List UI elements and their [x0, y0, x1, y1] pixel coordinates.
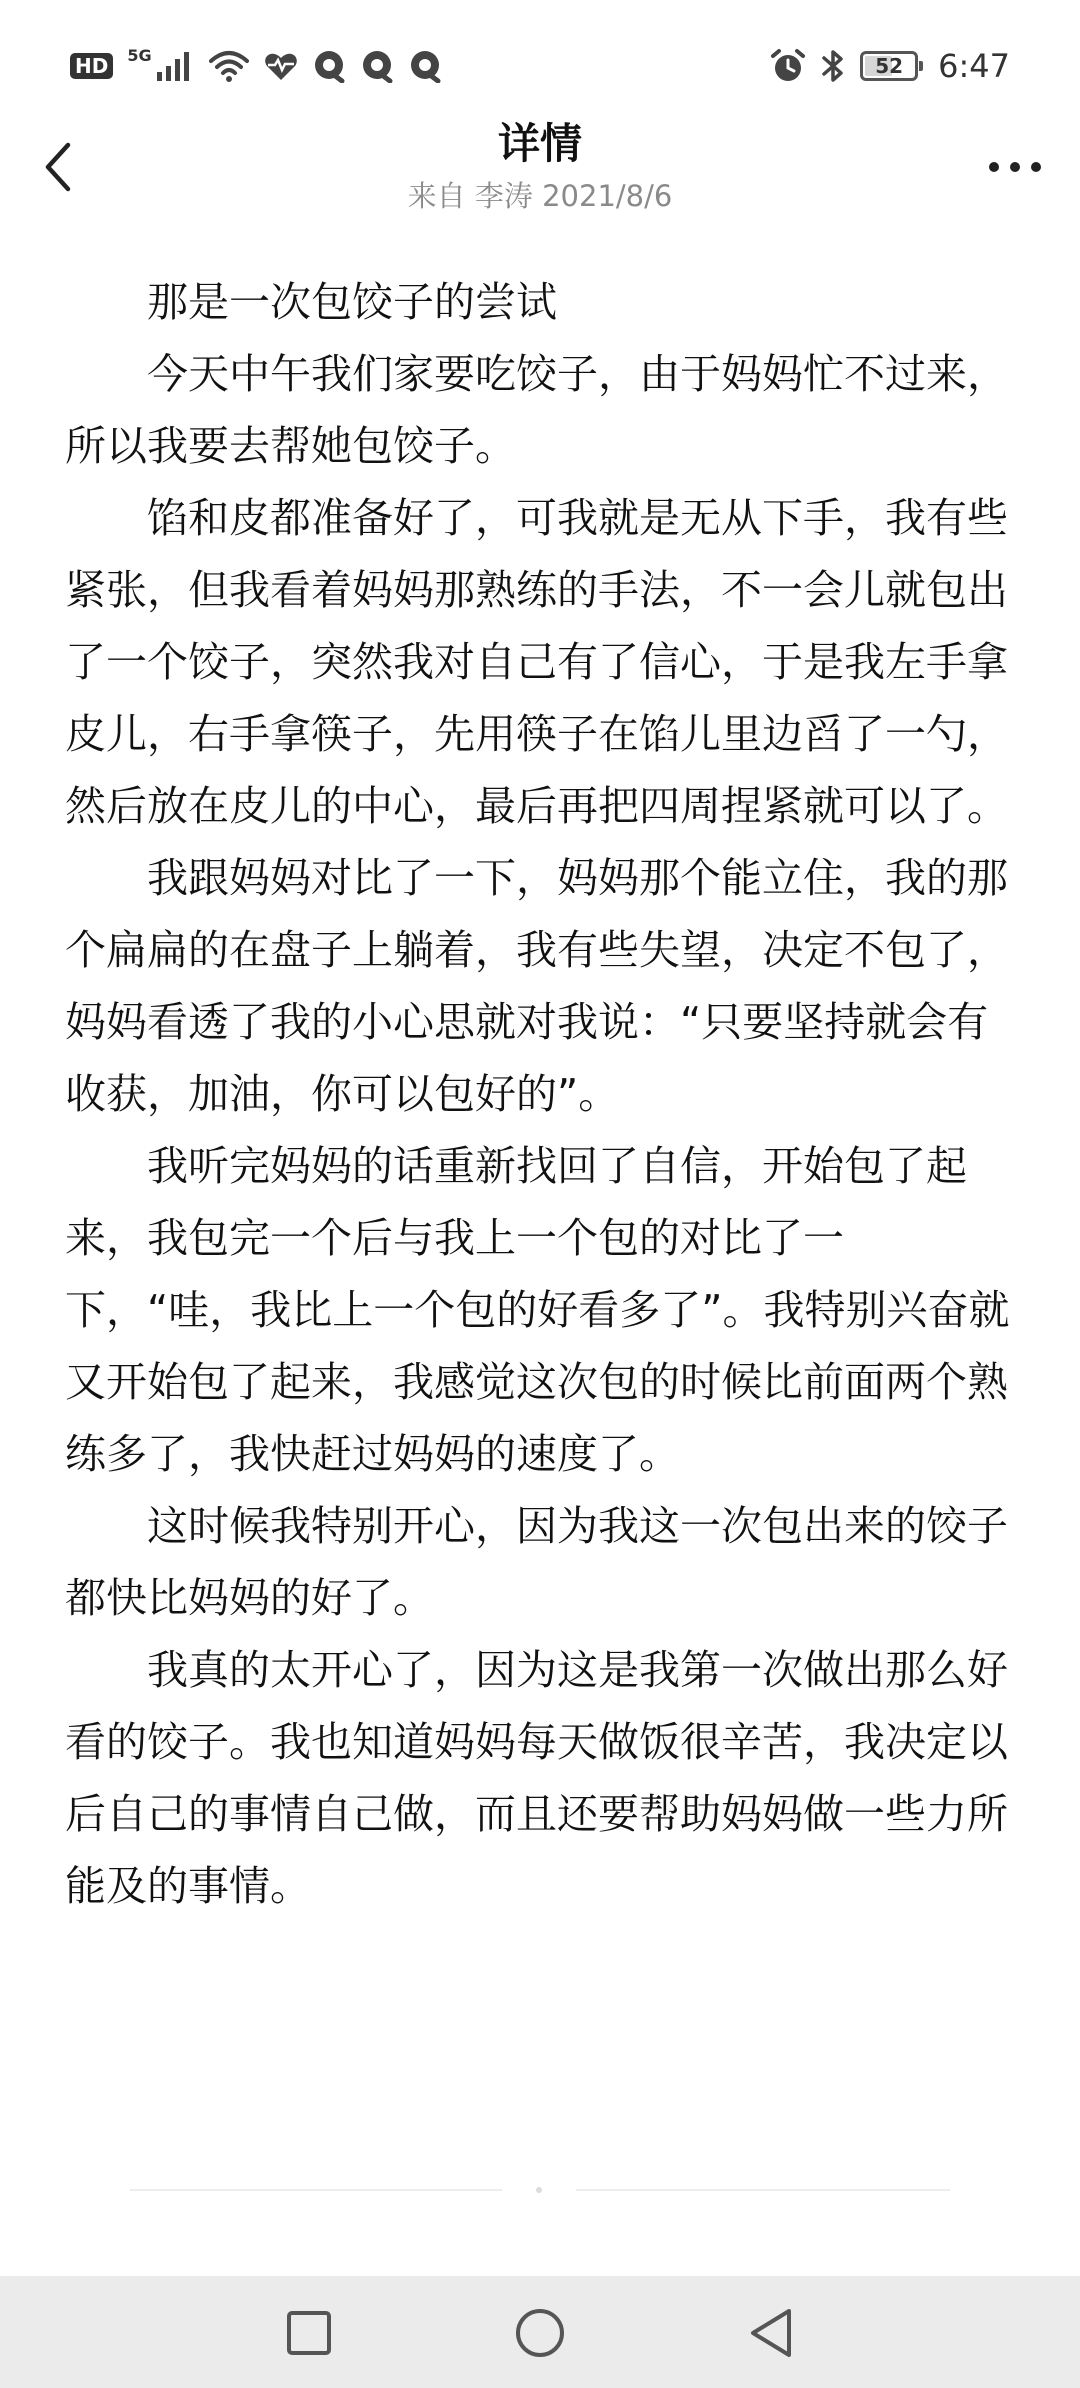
article-paragraph: 我真的太开心了，因为这是我第一次做出那么好看的饺子。我也知道妈妈每天做饭很辛苦，我决定以后自己的事情自己做，而且还要帮助妈妈做一些力所能及的事情。	[65, 1646, 1008, 1910]
home-button[interactable]	[505, 2298, 575, 2368]
hd-badge: HD	[70, 53, 113, 79]
detail-header	[0, 110, 1080, 220]
system-navigation-bar	[0, 2276, 1080, 2388]
page-title: 详情	[497, 119, 582, 168]
article-paragraph: 今天中午我们家要吃饺子，由于妈妈忙不过来，所以我要去帮她包饺子。	[65, 350, 1008, 470]
qq-icon	[312, 49, 346, 83]
back-triangle-icon	[747, 2307, 795, 2359]
qq-icon	[360, 49, 394, 83]
article-paragraph: 那是一次包饺子的尝试	[147, 278, 557, 326]
status-bar-left	[70, 44, 442, 88]
article-paragraph: 馅和皮都准备好了，可我就是无从下手，我有些紧张，但我看着妈妈那熟练的手法，不一会儿就包出了一个饺子，突然我对自己有了信心，于是我左手拿皮儿，右手拿筷子，先用筷子在馅儿里边舀了一勺，然后放在皮儿的中心，最后再把四周捏紧就可以了。	[65, 494, 1008, 830]
network-type-label: 5G	[127, 46, 152, 65]
divider-line-left	[130, 2189, 502, 2191]
article-body	[65, 266, 1015, 1922]
battery-level: 52	[875, 54, 904, 78]
content-end-divider	[130, 2188, 950, 2192]
recents-icon	[285, 2309, 333, 2357]
nav-back-button[interactable]	[736, 2298, 806, 2368]
home-icon	[514, 2307, 566, 2359]
divider-dot	[536, 2187, 542, 2193]
divider-line-right	[576, 2189, 950, 2191]
article-paragraph: 这时候我特别开心，因为我这一次包出来的饺子都快比妈妈的好了。	[65, 1502, 1008, 1622]
heartbeat-icon	[264, 50, 298, 82]
alarm-icon	[770, 48, 806, 84]
battery-indicator	[860, 51, 918, 81]
recents-button[interactable]	[274, 2298, 344, 2368]
article-paragraph: 我听完妈妈的话重新找回了自信，开始包了起来，我包完一个后与我上一个包的对比了一下，“哇，我比上一个包的好看多了”。我特别兴奋就又开始包了起来，我感觉这次包的时候比前面两个熟练多了，我快赶过妈妈的速度了。	[65, 1142, 1010, 1478]
status-time: 6:47	[938, 47, 1010, 85]
more-dots-icon	[988, 161, 1042, 173]
status-bar-right	[770, 44, 1010, 88]
page-subtitle: 来自 李涛 2021/8/6	[407, 179, 673, 213]
article-paragraph: 我跟妈妈对比了一下，妈妈那个能立住，我的那个扁扁的在盘子上躺着，我有些失望，决定不包了，妈妈看透了我的小心思就对我说：“只要坚持就会有收获，加油，你可以包好的”。	[65, 854, 1008, 1118]
more-options-button[interactable]	[980, 132, 1050, 202]
wifi-icon	[208, 49, 250, 83]
signal-icon	[156, 50, 194, 82]
bluetooth-icon	[820, 48, 846, 84]
qq-icon	[408, 49, 442, 83]
